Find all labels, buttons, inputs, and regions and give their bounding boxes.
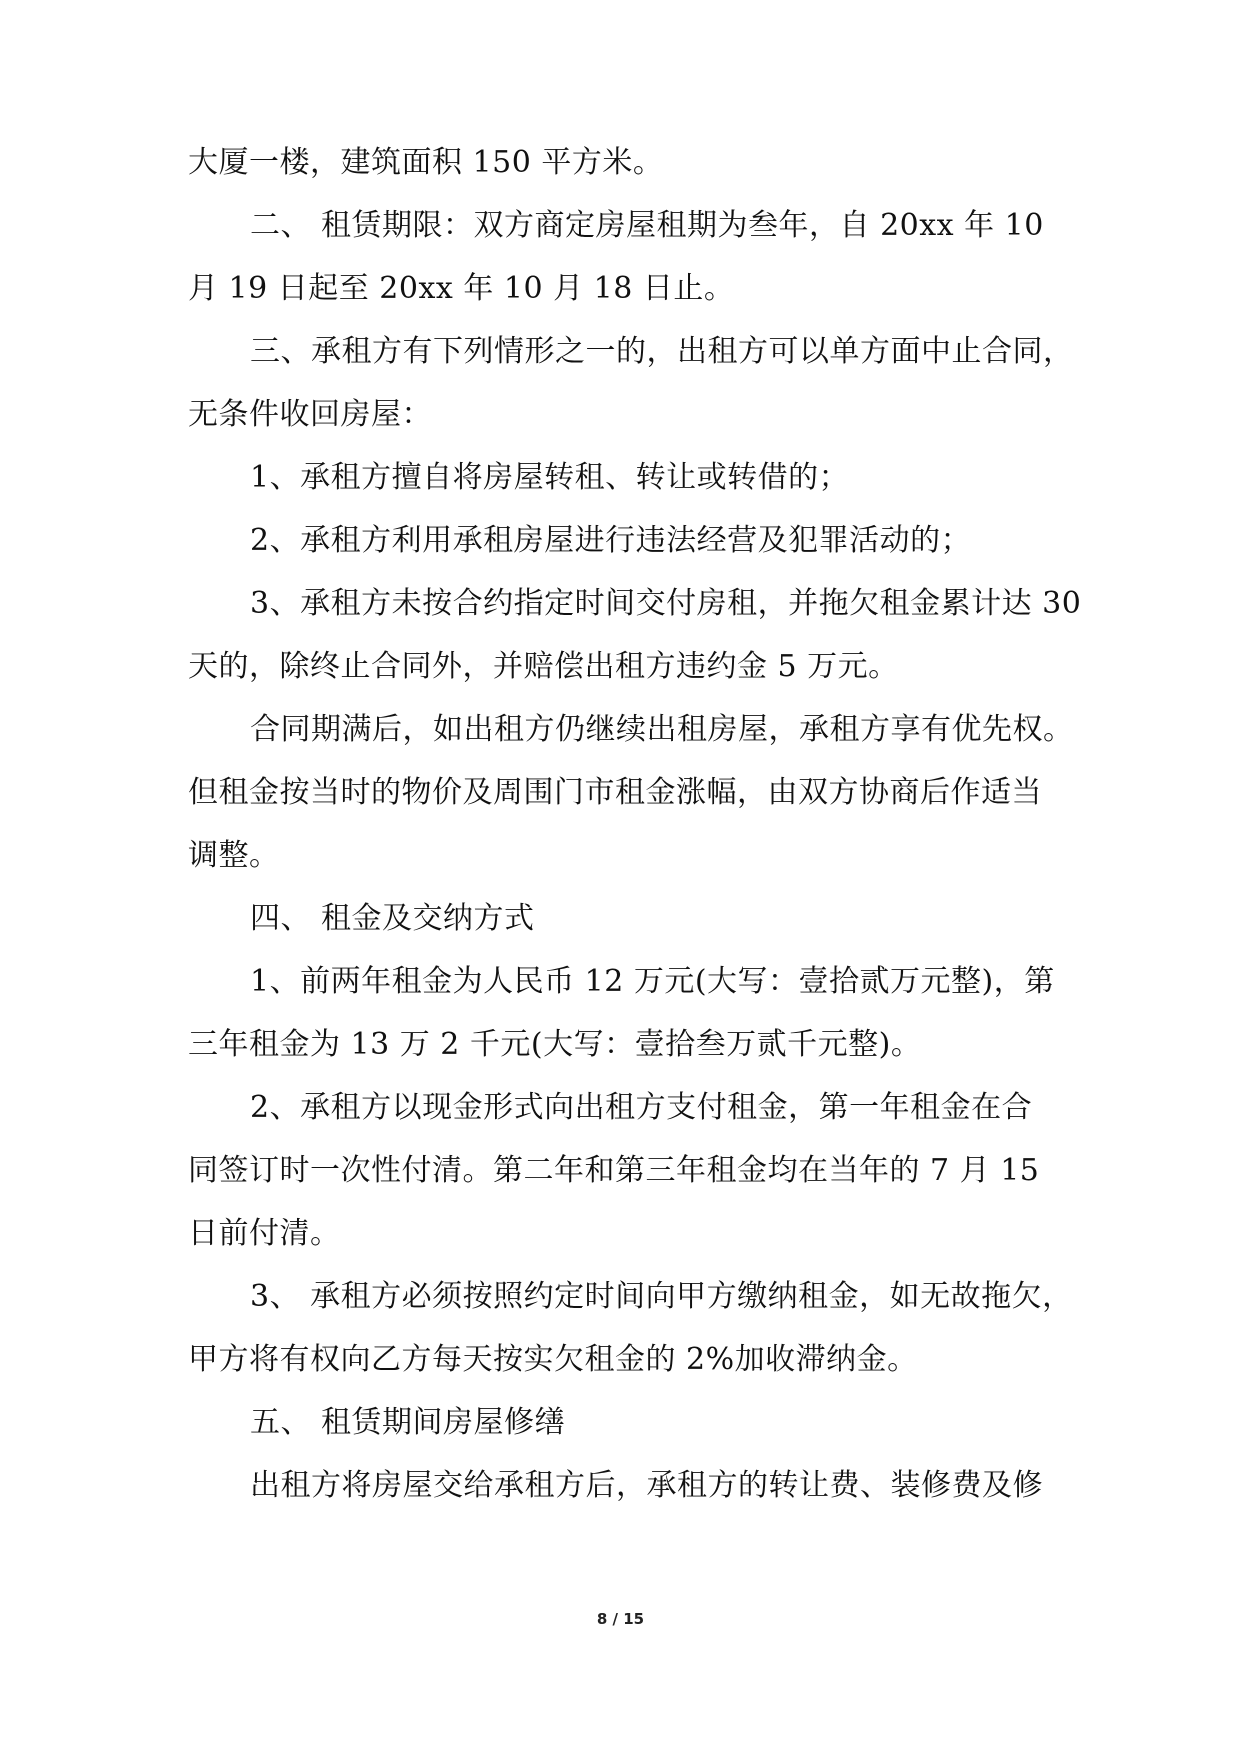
page-number: 8 / 15 bbox=[596, 1610, 645, 1628]
text-line: 三、承租方有下列情形之一的，出租方可以单方面中止合同， bbox=[250, 334, 1074, 369]
text-line: 但租金按当时的物价及周围门市租金涨幅，由双方协商后作适当 bbox=[188, 775, 1042, 810]
text-line: 大厦一楼，建筑面积 150 平方米。 bbox=[188, 145, 664, 180]
section-heading: 四、 租金及交纳方式 bbox=[250, 901, 535, 936]
text-line: 同签订时一次性付清。第二年和第三年租金均在当年的 7 月 15 bbox=[188, 1153, 1040, 1188]
text-line: 日前付清。 bbox=[188, 1216, 341, 1251]
text-line: 调整。 bbox=[188, 838, 280, 873]
text-line: 三年租金为 13 万 2 千元(大写：壹拾叁万贰千元整)。 bbox=[188, 1027, 922, 1062]
text-line: 2、承租方以现金形式向出租方支付租金，第一年租金在合 bbox=[250, 1090, 1033, 1125]
text-line: 月 19 日起至 20xx 年 10 月 18 日止。 bbox=[188, 271, 735, 306]
text-line: 2、承租方利用承租房屋进行违法经营及犯罪活动的； bbox=[250, 523, 972, 558]
section-heading: 五、 租赁期间房屋修缮 bbox=[250, 1405, 566, 1440]
text-line: 1、前两年租金为人民币 12 万元(大写：壹拾贰万元整)，第 bbox=[250, 964, 1055, 999]
text-line: 甲方将有权向乙方每天按实欠租金的 2%加收滞纳金。 bbox=[188, 1342, 918, 1377]
text-line: 3、 承租方必须按照约定时间向甲方缴纳租金，如无故拖欠， bbox=[250, 1279, 1073, 1314]
text-line: 二、 租赁期限：双方商定房屋租期为叁年，自 20xx 年 10 bbox=[250, 208, 1044, 243]
text-line: 合同期满后，如出租方仍继续出租房屋，承租方享有优先权。 bbox=[250, 712, 1074, 747]
text-line: 天的，除终止合同外，并赔偿出租方违约金 5 万元。 bbox=[188, 649, 899, 684]
text-line: 出租方将房屋交给承租方后，承租方的转让费、装修费及修 bbox=[250, 1468, 1043, 1503]
text-line: 1、承租方擅自将房屋转租、转让或转借的； bbox=[250, 460, 850, 495]
text-line: 无条件收回房屋： bbox=[188, 397, 432, 432]
text-line: 3、承租方未按合约指定时间交付房租，并拖欠租金累计达 30 bbox=[250, 586, 1082, 621]
